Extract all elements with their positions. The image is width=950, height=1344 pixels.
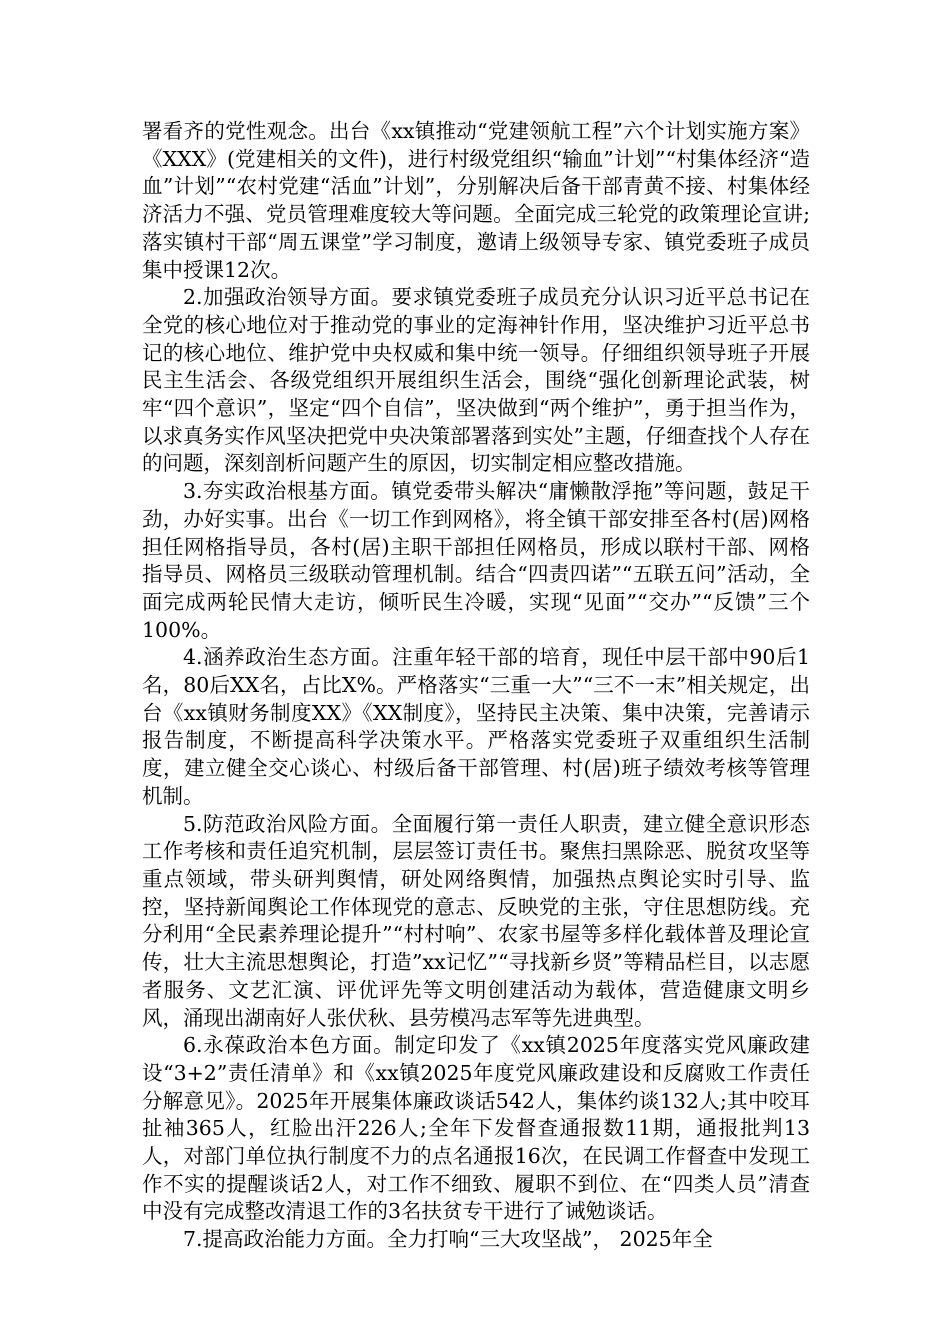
paragraph-7-political-capability: 7.提高政治能力方面。全力打响“三大攻坚战”， 2025年全 bbox=[183, 1227, 713, 1252]
paragraph-5-political-risk: 5.防范政治风险方面。全面履行第一责任人职责，建立健全意识形态工作考核和责任追究机制，层层签订责任书。聚焦扫黑除恶、脱贫攻坚等重点领域，带头研判舆情，研处网络舆情，加强热点舆论实时引导、监控，坚持新闻舆论工作体现党的意志、反映党的主张，守住思想防线。充分利用“全民素养理论提升”“村村响”、农家书屋等多样化载体普及理论宣传，壮大主流思想舆论，打造”xx记忆”“寻找新乡贤”等精品栏目，以志愿者服务、文艺汇演、评优评先等文明创建活动为载体，营造健康文明乡风，涌现出湖南好人张伏秋、县劳模冯志军等先进典型。 bbox=[142, 811, 810, 1030]
paragraph-3-political-foundation: 3.夯实政治根基方面。镇党委带头解决“庸懒散浮拖”等问题，鼓足干劲，办好实事。出台《一切工作到网格》，将全镇干部安排至各村(居)网格担任网格指导员，各村(居)主职干部担任网格员，形成以联村干部、网格指导员、网格员三级联动管理机制。结合“四责四诺”“五联五问”活动，全面完成两轮民情大走访，倾听民生冷暖，实现“见面”“交办”“反馈”三个100%。 bbox=[142, 479, 810, 642]
paragraph-6-political-integrity: 6.永葆政治本色方面。制定印发了《xx镇2025年度落实党风廉政建设“3+2”责任清单》和《xx镇2025年度党风廉政建设和反腐败工作责任分解意见》。2025年开展集体廉政谈话542人，集体约谈132人;其中咬耳扯袖365人，红脸出汗226人;全年下发督查通报数11期，通报批判13人，对部门单位执行制度不力的点名通报16次，在民调工作督查中发现工作不实的提醒谈话2人，对工作不细致、履职不到位、在“四类人员”清查中没有完成整改清退工作的3名扶贫专干进行了诫勉谈话。 bbox=[142, 1033, 810, 1224]
document-page bbox=[142, 118, 810, 1254]
paragraph-4-political-ecology: 4.涵养政治生态方面。注重年轻干部的培育，现任中层干部中90后1名，80后XX名，占比X%。严格落实“三重一大”“三不一末”相关规定，出台《xx镇财务制度XX》《XX制度》，坚持民主决策、集中决策，完善请示报告制度，不断提高科学决策水平。严格落实党委班子双重组织生活制度，建立健全交心谈心、村级后备干部管理、村(居)班子绩效考核等管理机制。 bbox=[142, 645, 810, 808]
paragraph-1-continued: 署看齐的党性观念。出台《xx镇推动“党建领航工程”六个计划实施方案》《XXX》(党建相关的文件)，进行村级党组织“输血”计划”“村集体经济“造血”计划”“农村党建“活血”计划”，分别解决后备干部青黄不接、村集体经济活力不强、党员管理难度较大等问题。全面完成三轮党的政策理论宣讲;落实镇村干部“周五课堂”学习制度，邀请上级领导专家、镇党委班子成员集中授课12次。 bbox=[142, 119, 810, 282]
paragraph-2-political-leadership: 2.加强政治领导方面。要求镇党委班子成员充分认识习近平总书记在全党的核心地位对于推动党的事业的定海神针作用，坚决维护习近平总书记的核心地位、维护党中央权威和集中统一领导。仔细组织领导班子开展民主生活会、各级党组织开展组织生活会，围绕“强化创新理论武装，树牢“四个意识”，坚定“四个自信”，坚决做到“两个维护”，勇于担当作为，以求真务实作风坚决把党中央决策部署落到实处”主题，仔细查找个人存在的问题，深刻剖析问题产生的原因，切实制定相应整改措施。 bbox=[142, 285, 810, 476]
